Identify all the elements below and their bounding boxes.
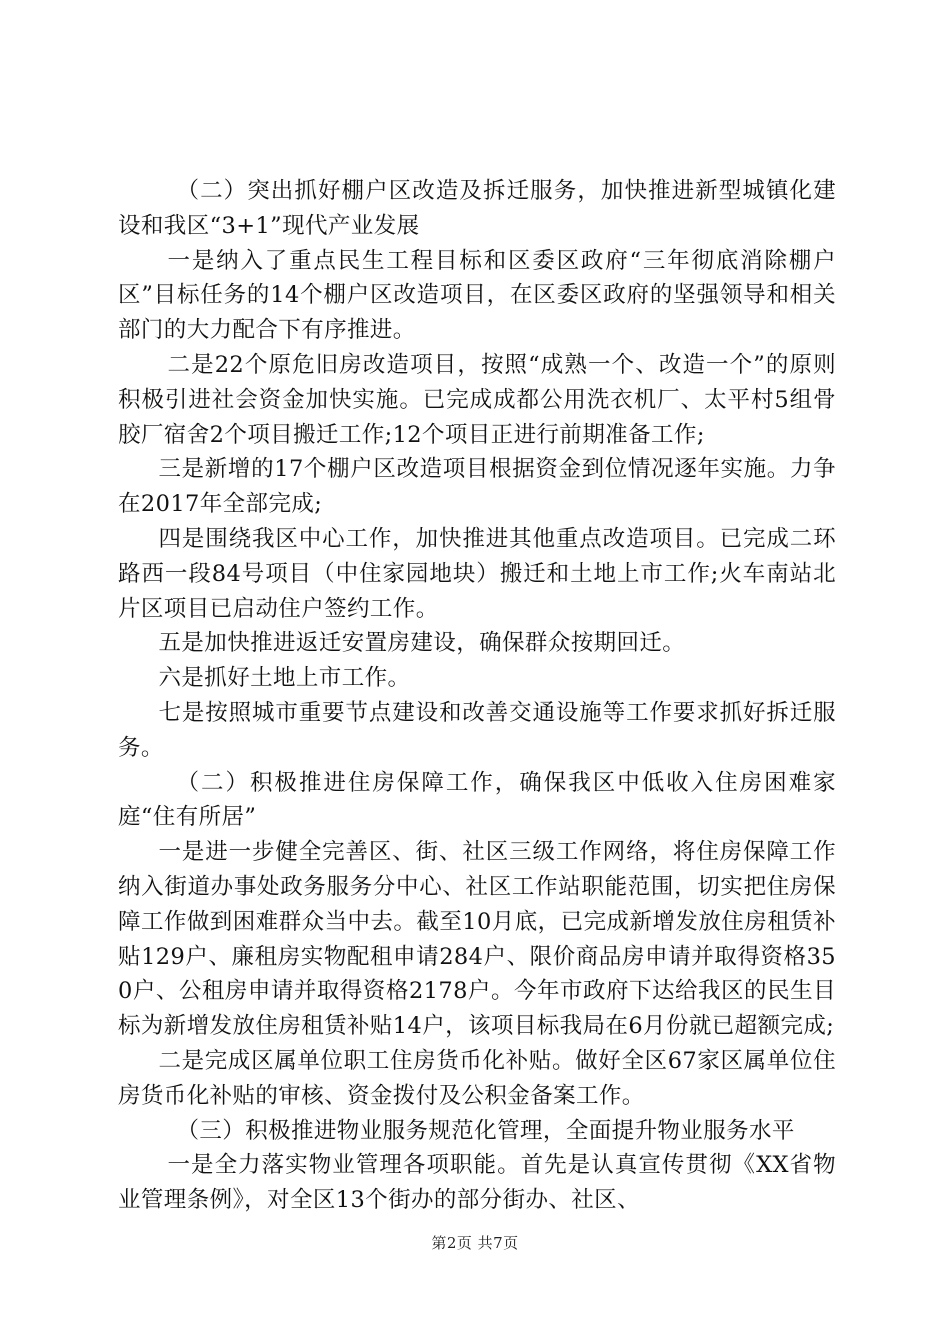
page-footer: 第2页 共7页 [431,1234,519,1252]
paragraph-item-5: 五是加快推进返迁安置房建设，确保群众按期回迁。 [158,630,686,657]
paragraph-item-7: 七是按照城市重要节点建设和改善交通设施等工作要求抓好拆迁服务。 [118,699,836,761]
paragraph-property-1: 一是全力落实物业管理各项职能。首先是认真宣传贯彻《XX省物业管理条例》，对全区13个街办的部分街办、社区、 [118,1152,836,1214]
paragraph-housing-1: 一是进一步健全完善区、街、社区三级工作网络，将住房保障工作纳入街道办事处政务服务分中心、社区工作站职能范围，切实把住房保障工作做到困难群众当中去。截至10月底，已完成新增发放住房租赁补贴129户、廉租房实物配租申请284户、限价商品房申请并取得资格350户、公租房申请并取得资格2178户。今年市政府下达给我区的民生目标为新增发放住房租赁补贴14户，该项目标我局在6月份就已超额完成; [118,839,836,1040]
section-heading-housing-security: （二）积极推进住房保障工作，确保我区中低收入住房困难家庭“住有所居” [118,769,836,831]
paragraph-item-2: 二是22个原危旧房改造项目，按照“成熟一个、改造一个”的原则积极引进社会资金加快实施。已完成成都公用洗衣机厂、太平村5组骨胶厂宿舍2个项目搬迁工作;12个项目正进行前期准备工作; [118,351,836,448]
document-body [118,174,836,1218]
section-heading-property-service: （三）积极推进物业服务规范化管理，全面提升物业服务水平 [176,1117,795,1144]
paragraph-item-1: 一是纳入了重点民生工程目标和区委区政府“三年彻底消除棚户区”目标任务的14个棚户区改造项目，在区委区政府的坚强领导和相关部门的大力配合下有序推进。 [118,247,836,344]
section-heading-shantytown: （二）突出抓好棚户区改造及拆迁服务，加快推进新型城镇化建设和我区“3+1”现代产业发展 [118,178,836,239]
paragraph-item-3: 三是新增的17个棚户区改造项目根据资金到位情况逐年实施。力争在2017年全部完成; [118,456,836,518]
paragraph-item-6: 六是抓好土地上市工作。 [158,665,411,692]
paragraph-item-4: 四是围绕我区中心工作，加快推进其他重点改造项目。已完成二环路西一段84号项目（中住家园地块）搬迁和土地上市工作;火车南站北片区项目已启动住户签约工作。 [118,525,836,622]
paragraph-housing-2: 二是完成区属单位职工住房货币化补贴。做好全区67家区属单位住房货币化补贴的审核、资金拨付及公积金备案工作。 [118,1047,836,1109]
